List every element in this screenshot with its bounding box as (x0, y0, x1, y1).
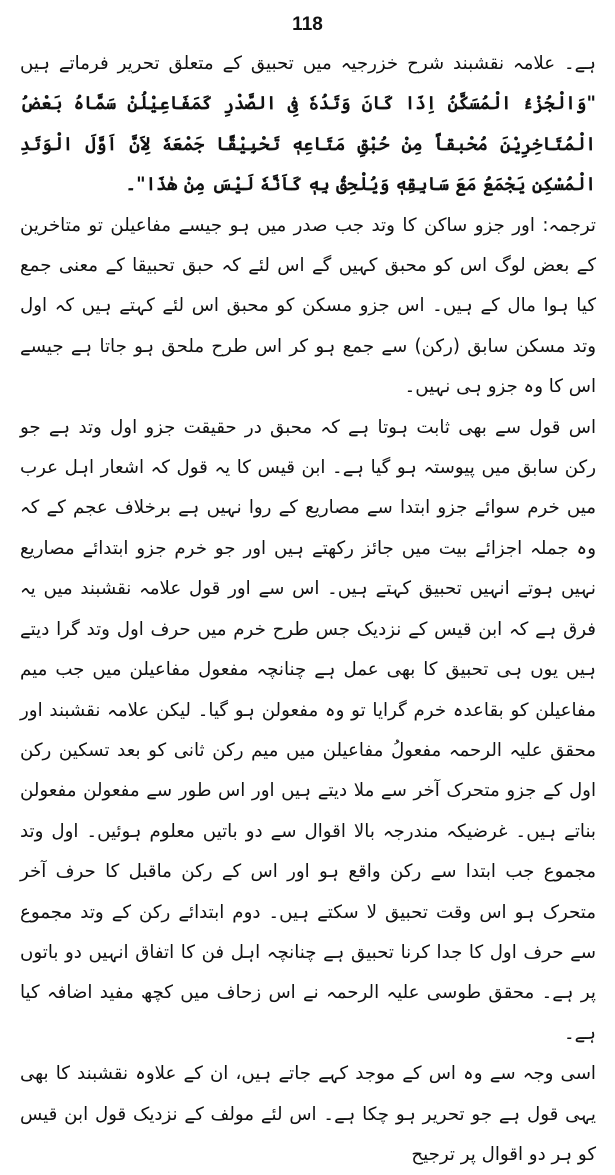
translation-label: ترجمہ: (542, 214, 596, 236)
page-number: 118 (292, 14, 323, 35)
arabic-quotation: "وَالْجُزْءُ الْمُسَكَّنُ اِذَا كَانَ وَتَدُهٗ فِى الصَّدْرِ كَمَفَاعِيْلُنْ سَمَّاهُ بَعْضُ الْمُتَاخِرِيْنَ مُحْبقاً مِنْ حُبْقِ مَتَاعِهٖ تَحْبِيْقًا جَمْعَهٗ لِاَنَّ اَوَّلَ الْوَتَدِ الْمُسْكِنِ يَجْمَعُ مَعَ سَابِقِهٖ وَيُلْحِقُ بِهٖ كَاَنَّهٗ لَيْسَ مِنْ هٰذَا"۔ (20, 93, 596, 196)
paragraph-conclusion: اسی وجہ سے وہ اس کے موجد کہے جاتے ہیں، ان کے علاوہ نقشبند کا بھی یہی قول ہے جو تحریر ہو چکا ہے۔ اس لئے مولف کے نزدیک قول ابن قیس کو ہر دو اقوال پر ترجیح (20, 1063, 596, 1165)
quote-intro: ہے۔ علامہ نقشبند شرح خزرجیہ میں تحبیق کے متعلق تحریر فرماتے ہیں (20, 53, 596, 74)
translation-text: اور جزو ساکن کا وتد جب صدر میں ہو جیسے مفاعیلن تو متاخرین کے بعض لوگ اس کو محبق کہیں گے اس لئے کہ حبق تحبیقا کے معنی جمع کیا ہوا مال کے ہیں۔ اس جزو مسکن کو محبق اس لئے کہتے ہیں کہ اول وتد مسکن سابق (رکن) سے جمع ہو کر اس طرح ملحق ہو جاتا ہے جیسے اس کا وہ جزو ہی نہیں۔ (20, 214, 596, 398)
document-body (20, 44, 596, 1175)
paragraph-discussion: اس قول سے بھی ثابت ہوتا ہے کہ محبق در حقیقت جزو اول وتد ہے جو رکن سابق میں پیوستہ ہو گیا ہے۔ ابن قیس کا یہ قول کہ اشعار اہل عرب میں خرم سوائے جزو ابتدا سے مصاریع کے روا نہیں ہے برخلاف عجم کے کہ وہ جملہ اجزائے بیت میں جائز رکھتے ہیں اور جو خرم جزو ابتدائے مصاریع نہیں ہوتے انہیں تحبیق کہتے ہیں۔ اس سے اور قول علامہ نقشبند میں یہ فرق ہے کہ ابن قیس کے نزدیک جس طرح خرم میں حرف اول وتد گرا دیتے ہیں یوں ہی تحبیق کا بھی عمل ہے چنانچہ مفعول مفاعیلن میں جب میم مفاعیلن کو بقاعدہ خرم گرایا تو وہ مفعولن ہو گیا۔ لیکن علامہ نقشبند اور محقق علیہ الرحمہ مفعولُ مفاعیلن میں میم رکن ثانی کو بعد تسکین رکن اول کے جزو متحرک آخر سے ملا دیتے ہیں اور اس طور سے مفعولن مفعولن بناتے ہیں۔ غرضیکہ مندرجہ بالا اقوال سے دو باتیں معلوم ہوئیں۔ اول وتد مجموع جب ابتدا سے رکن واقع ہو اور اس کے رکن ماقبل کا حرف آخر متحرک ہو اس وقت تحبیق لا سکتے ہیں۔ دوم ابتدائے رکن کے وتد مجموع سے حرف اول کا جدا کرنا تحبیق ہے چنانچہ اہل فن کا اتفاق انہیں دو باتوں پر ہے۔ محقق طوسی علیہ الرحمہ نے اس زحاف میں کچھ مفید اضافہ کیا ہے۔ (20, 416, 596, 1044)
paragraph-quote (20, 44, 596, 206)
paragraph-translation (20, 206, 596, 408)
